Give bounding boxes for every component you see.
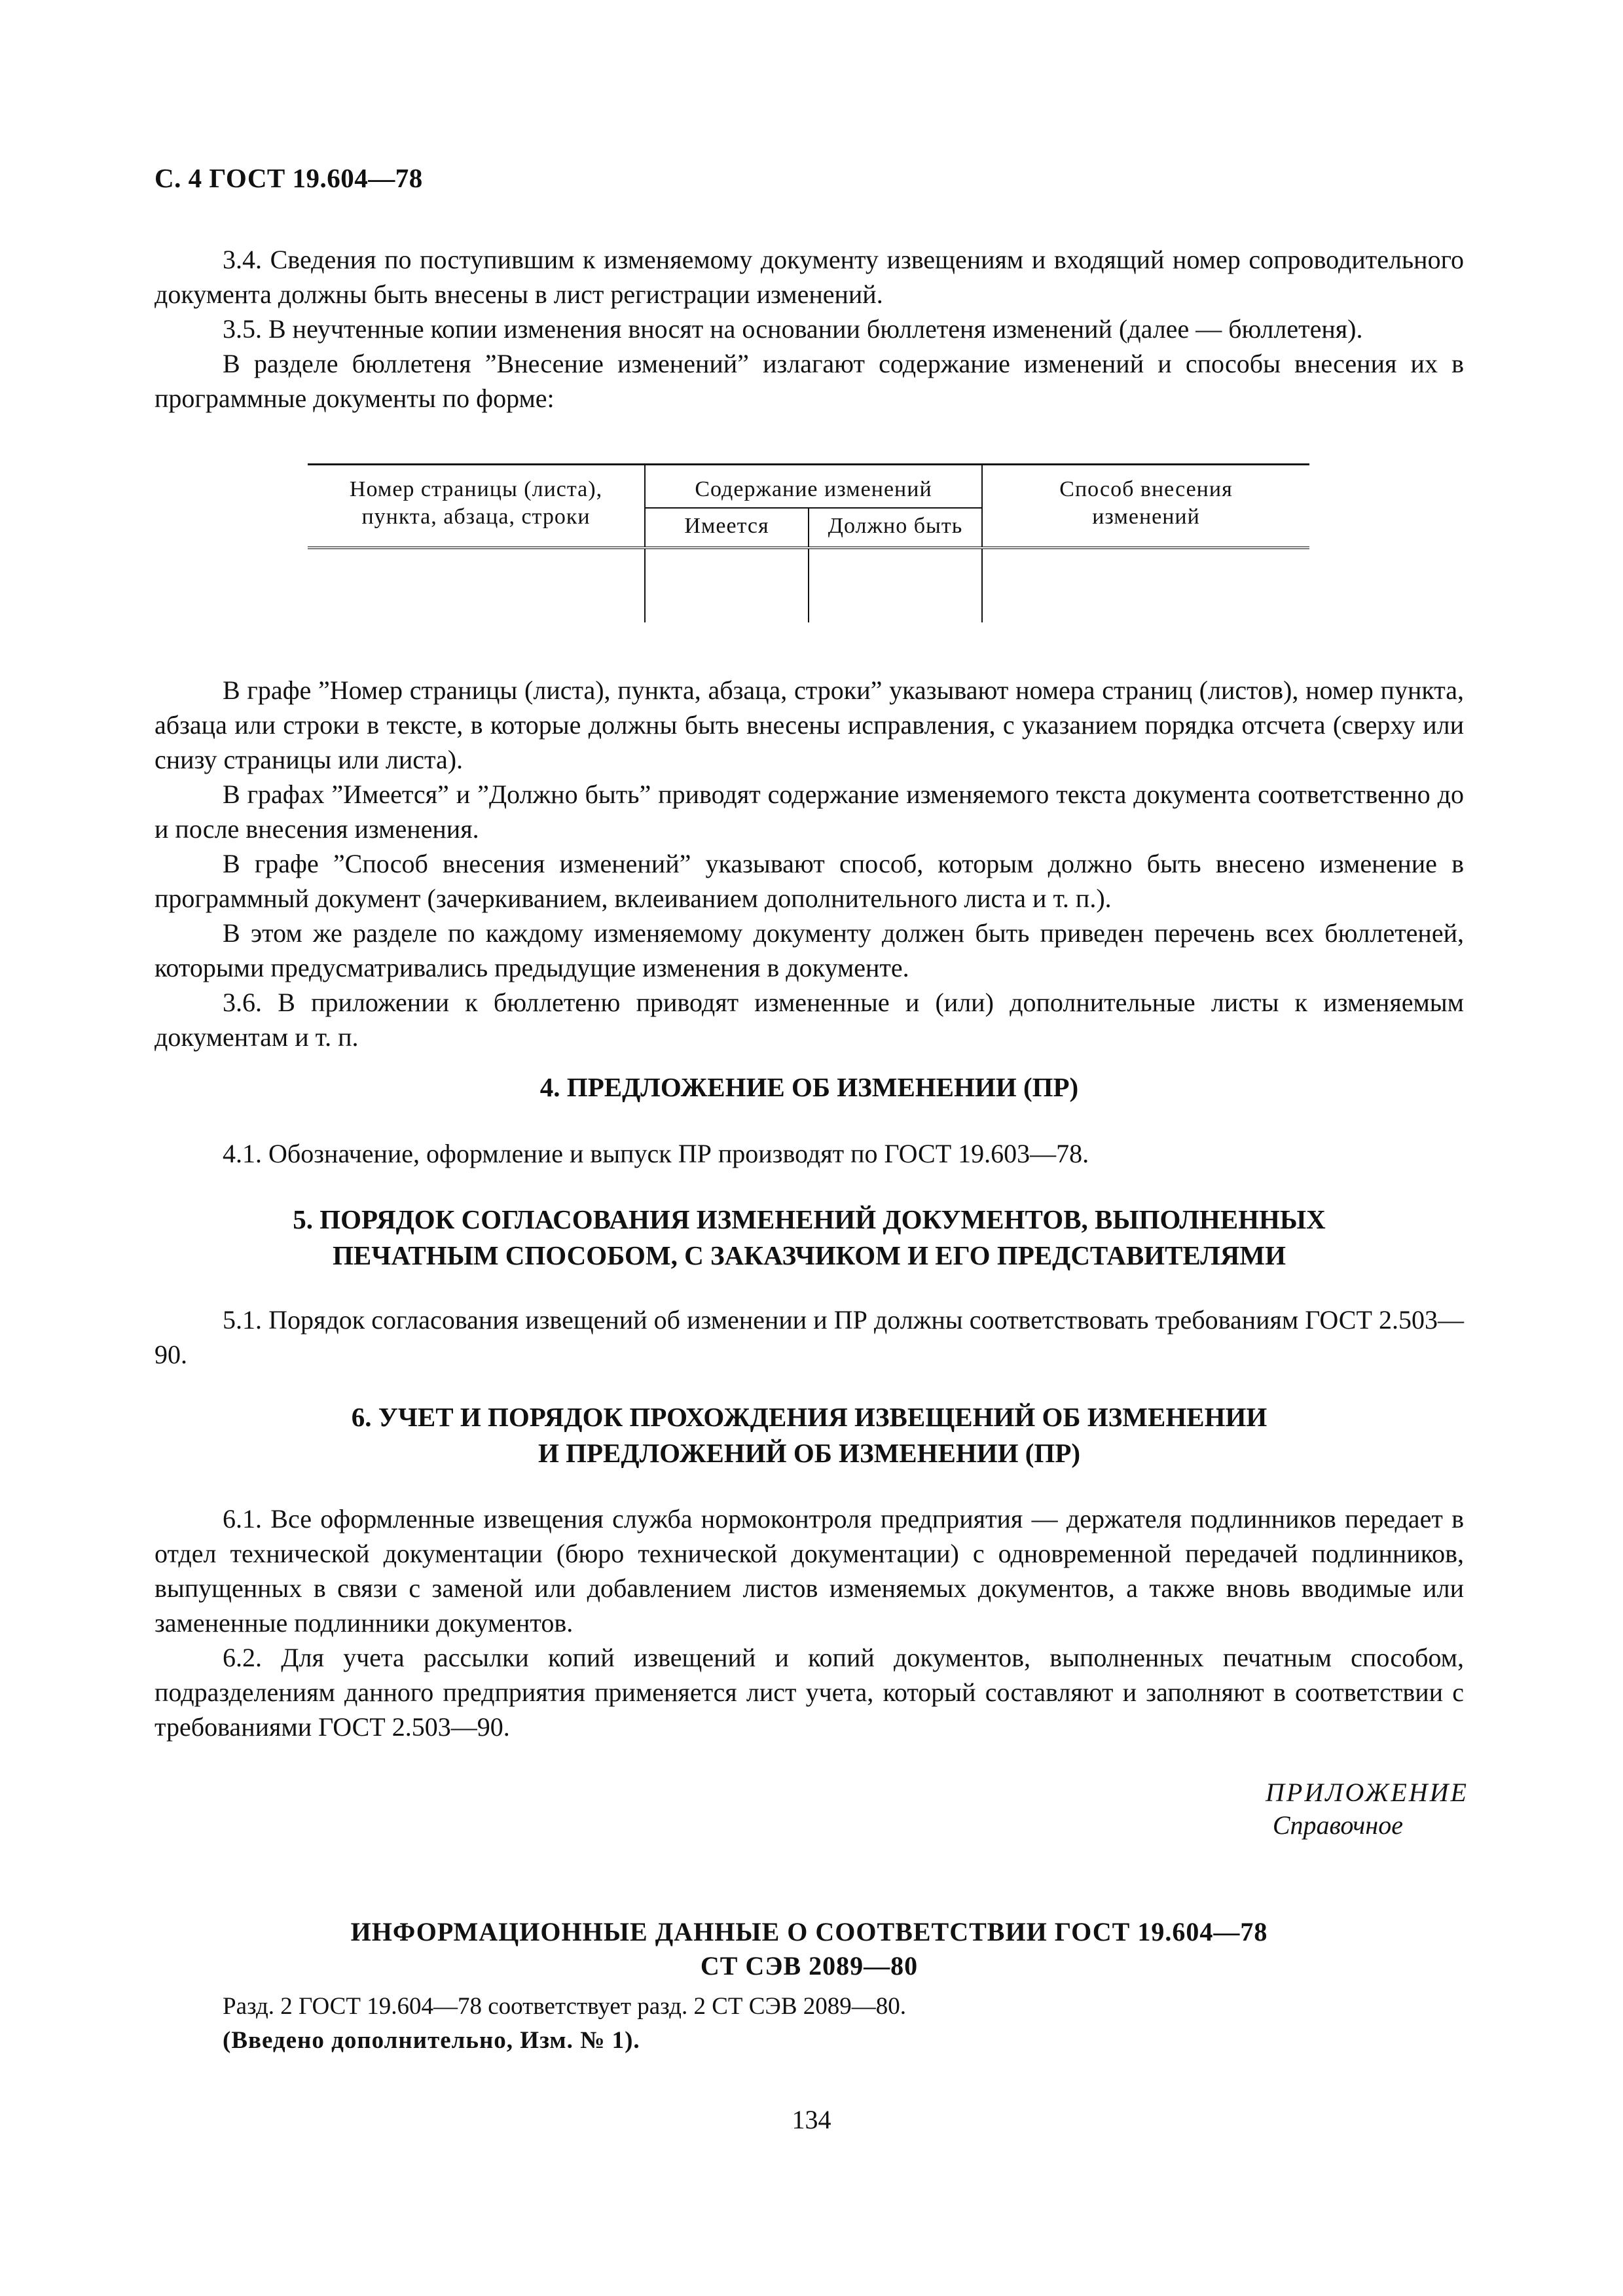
section5-heading-line2: ПЕЧАТНЫМ СПОСОБОМ, С ЗАКАЗЧИКОМ И ЕГО ПРЕДСТАВИТЕЛЯМИ (333, 1240, 1286, 1270)
section6-heading-line1: 6. УЧЕТ И ПОРЯДОК ПРОХОЖДЕНИЯ ИЗВЕЩЕНИЙ ОБ ИЗМЕНЕНИИ (351, 1402, 1267, 1432)
appendix-type: Справочное (1272, 1810, 1403, 1840)
paragraph-3-6: 3.6. В приложении к бюллетеню приводят измененные и (или) дополнительные листы к изменяемым документам и т. п. (155, 988, 1464, 1052)
paragraph-3-5-form: В разделе бюллетеня ”Внесение изменений” излагают содержание изменений и способы внесения их в программные документы по форме: (155, 349, 1464, 413)
appendix-label-block (1266, 1776, 1468, 1842)
section4-heading: 4. ПРЕДЛОЖЕНИЕ ОБ ИЗМЕНЕНИИ (ПР) (539, 1072, 1079, 1102)
info-title-line2: СТ СЭВ 2089—80 (700, 1951, 919, 1981)
bulletin-form-table (308, 463, 1309, 622)
col-page-number-header (308, 465, 645, 548)
section5-heading (155, 1202, 1464, 1274)
section4-body (155, 1136, 1464, 1171)
section6-heading-line2: И ПРЕДЛОЖЕНИЙ ОБ ИЗМЕНЕНИИ (ПР) (538, 1438, 1081, 1468)
paragraph-4-1: 4.1. Обозначение, оформление и выпуск ПР производят по ГОСТ 19.603—78. (223, 1139, 1089, 1168)
paragraph-5-1: 5.1. Порядок согласования извещений об изменении и ПР должны соответствовать требованиям ГОСТ 2.503—90. (155, 1305, 1464, 1369)
paragraph-3-4: 3.4. Сведения по поступившим к изменяемому документу извещениям и входящий номер сопроводительного документа должны быть внесены в лист регистрации изменений. (155, 245, 1464, 309)
section5-body (155, 1302, 1464, 1372)
col-method-line2: изменений (1092, 505, 1200, 529)
col-page-number-line2: пункта, абзаца, строки (361, 505, 591, 529)
info-title (155, 1915, 1464, 1983)
section5-heading-line1: 5. ПОРЯДОК СОГЛАСОВАНИЯ ИЗМЕНЕНИЙ ДОКУМЕНТОВ, ВЫПОЛНЕННЫХ (293, 1204, 1326, 1234)
col-content-label: Содержание изменений (695, 477, 932, 501)
table-empty-cell (308, 549, 645, 622)
col-method-line1: Способ внесения (1059, 477, 1233, 501)
info-amendment-note: (Введено дополнительно, Изм. № 1). (223, 2027, 640, 2054)
paragraph-existing-should-be: В графах ”Имеется” и ”Должно быть” приводят содержание изменяемого текста документа соответственно до и после внесения изменения. (155, 780, 1464, 844)
col-existing-header (645, 508, 809, 548)
appendix-label: ПРИЛОЖЕНИЕ (1266, 1778, 1468, 1807)
section6-heading (155, 1399, 1464, 1471)
info-body (223, 1990, 906, 2058)
page-number: 134 (792, 2105, 831, 2134)
table-empty-cell (982, 549, 1309, 622)
table-empty-cell (809, 549, 982, 622)
info-title-line1: ИНФОРМАЦИОННЫЕ ДАННЫЕ О СООТВЕТСТВИИ ГОСТ 19.604—78 (350, 1917, 1268, 1946)
col-existing-label: Имеется (684, 514, 769, 538)
info-correspondence-line: Разд. 2 ГОСТ 19.604—78 соответствует разд. 2 СТ СЭВ 2089—80. (223, 1993, 907, 2020)
section3-part1 (155, 242, 1464, 416)
table-empty-cell (645, 549, 809, 622)
col-page-number-line1: Номер страницы (листа), (349, 477, 603, 501)
paragraph-3-5: 3.5. В неучтенные копии изменения вносят на основании бюллетеня изменений (далее — бюллетеня). (223, 314, 1363, 344)
col-should-be-header (809, 508, 982, 548)
col-should-be-label: Должно быть (828, 514, 963, 538)
section3-part2 (155, 673, 1464, 1054)
paragraph-page-number-column: В графе ”Номер страницы (листа), пункта, абзаца, строки” указывают номера страниц (листов), номер пункта, абзаца или строки в тексте, в которые должны быть внесены исправления, с указанием порядка отсчета (сверху или снизу страницы или листа). (155, 675, 1464, 774)
paragraph-6-2: 6.2. Для учета рассылки копий извещений и копий документов, выполненных печатным способом, подразделениям данного предприятия применяется лист учета, который составляют и заполняют в соответствии с требованиями ГОСТ 2.503—90. (155, 1643, 1464, 1742)
col-content-header (645, 465, 982, 509)
col-method-header (982, 465, 1309, 548)
section6-body (155, 1501, 1464, 1744)
paragraph-bulletin-list: В этом же разделе по каждому изменяемому документу должен быть приведен перечень всех бюллетеней, которыми предусматривались предыдущие изменения в документе. (155, 918, 1464, 982)
paragraph-6-1: 6.1. Все оформленные извещения служба нормоконтроля предприятия — держателя подлинников передает в отдел технической документации (бюро технической документации) с одновременной передачей подлинников, выпущенных в связи с заменой или добавлением листов изменяемых документов, а также вновь вводимые или замененные подлинники документов. (155, 1504, 1464, 1638)
page-header: С. 4 ГОСТ 19.604—78 (155, 163, 423, 193)
paragraph-method-column: В графе ”Способ внесения изменений” указывают способ, которым должно быть внесено изменение в программный документ (зачеркиванием, вклеиванием дополнительного листа и т. п.). (155, 849, 1464, 913)
